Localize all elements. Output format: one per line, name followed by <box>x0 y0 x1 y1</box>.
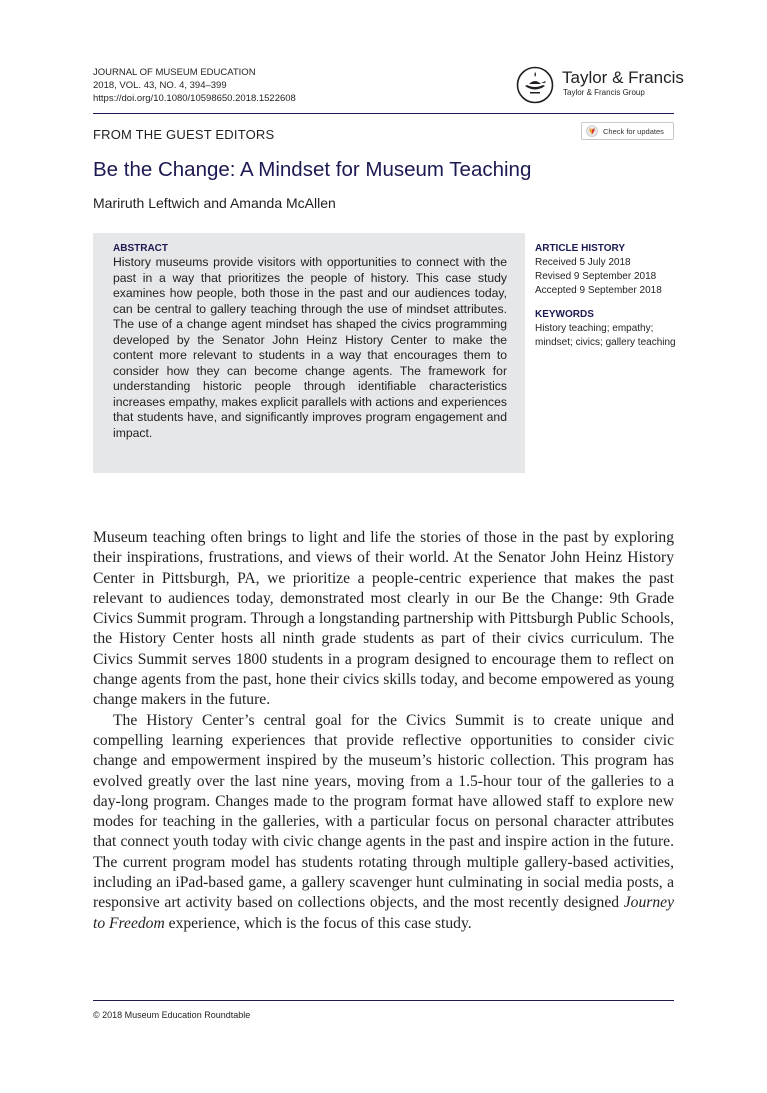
section-label: FROM THE GUEST EDITORS <box>93 127 275 142</box>
abstract-box <box>93 233 525 473</box>
abstract-text: History museums provide visitors with opportunities to connect with the past in a way that prioritizes the people of history. This case study examines how people, both those in the past and our audiences today, can be central to gallery teaching through the use of mindset attributes. The use of a change agent mindset has shaped the civics programming developed by the Senator John Heinz History Center to make the content more relevant to students in a way that encourages them to consider how they can become change agents. The framework for understanding historic people through identifiable characteristics increases empathy, makes explicit parallels with actions and experiences that students have, and significantly improves program engagement and impact. <box>113 255 507 440</box>
journal-metadata <box>93 66 296 105</box>
article-history-heading: ARTICLE HISTORY <box>535 243 626 254</box>
publisher-name: Taylor & Francis <box>562 68 684 87</box>
check-for-updates-button[interactable] <box>581 122 674 140</box>
author-name[interactable]: Amanda McAllen <box>229 195 336 211</box>
body-paragraph <box>93 711 674 934</box>
journal-doi-link[interactable]: https://doi.org/10.1080/10598650.2018.1522608 <box>93 93 296 104</box>
body-text-run: The History Center’s central goal for the Civics Summit is to create unique and compelling learning experiences that provide reflective opportunities to consider civic change and empowerment inspired by the museum’s historic collection. This program has evolved greatly over the last nine years, moving from a 1.5-hour tour of the galleries to a day-long program. Changes made to the program format have allowed staff to explore new modes for teaching in the galleries, with a particular focus on personal character attributes that connect youth today with civic change agents in the past and inspire action in the future. The current program model has students rotating through multiple gallery-based activities, including an iPad-based game, a gallery scavenger hunt culminating in social media posts, a responsive art activity based on collections objects, and the most recently designed <box>93 711 674 912</box>
body-italic-title: Journey to Freedom <box>93 894 674 932</box>
author-list: Mariruth Leftwich and Amanda McAllen <box>93 195 336 211</box>
article-title: Be the Change: A Mindset for Museum Teaching <box>93 158 532 181</box>
received-date: Received 5 July 2018 <box>535 257 631 268</box>
crossmark-icon <box>586 125 598 137</box>
publisher-group: Taylor & Francis Group <box>563 88 645 97</box>
article-body <box>93 528 674 934</box>
journal-volume: 2018, VOL. 43, NO. 4, 394–399 <box>93 80 227 91</box>
header-rule <box>93 113 674 114</box>
keywords-heading: KEYWORDS <box>535 309 594 320</box>
publisher-logo <box>516 66 684 106</box>
abstract-heading: ABSTRACT <box>113 243 168 254</box>
lamp-seal-icon <box>516 66 554 104</box>
check-for-updates-label: Check for updates <box>603 126 664 136</box>
body-paragraph: Museum teaching often brings to light and life the stories of those in the past by exploring their inspirations, frustrations, and views of their world. At the Senator John Heinz History Center in Pittsburgh, PA, we prioritize a people-centric experience that makes the past relevant to audiences today, demonstrated most clearly in our Be the Change: 9th Grade Civics Summit program. Through a longstanding partnership with Pittsburgh Public Schools, the History Center hosts all ninth grade students as part of their civics curriculum. The Civics Summit serves 1800 students in a program designed to encourage them to reflect on change agents from the past, hone their civics skills today, and become empowered as young change makers in the future. <box>93 529 674 709</box>
article-info-sidebar <box>535 243 680 349</box>
journal-name: JOURNAL OF MUSEUM EDUCATION <box>93 67 256 78</box>
keywords-list: History teaching; empathy; mindset; civics; gallery teaching <box>535 323 676 348</box>
revised-date: Revised 9 September 2018 <box>535 271 657 282</box>
copyright-notice: © 2018 Museum Education Roundtable <box>93 1010 251 1020</box>
body-text-run: experience, which is the focus of this case study. <box>164 914 472 932</box>
accepted-date: Accepted 9 September 2018 <box>535 285 662 296</box>
author-name[interactable]: Mariruth Leftwich <box>93 195 200 211</box>
footer-rule <box>93 1000 674 1001</box>
